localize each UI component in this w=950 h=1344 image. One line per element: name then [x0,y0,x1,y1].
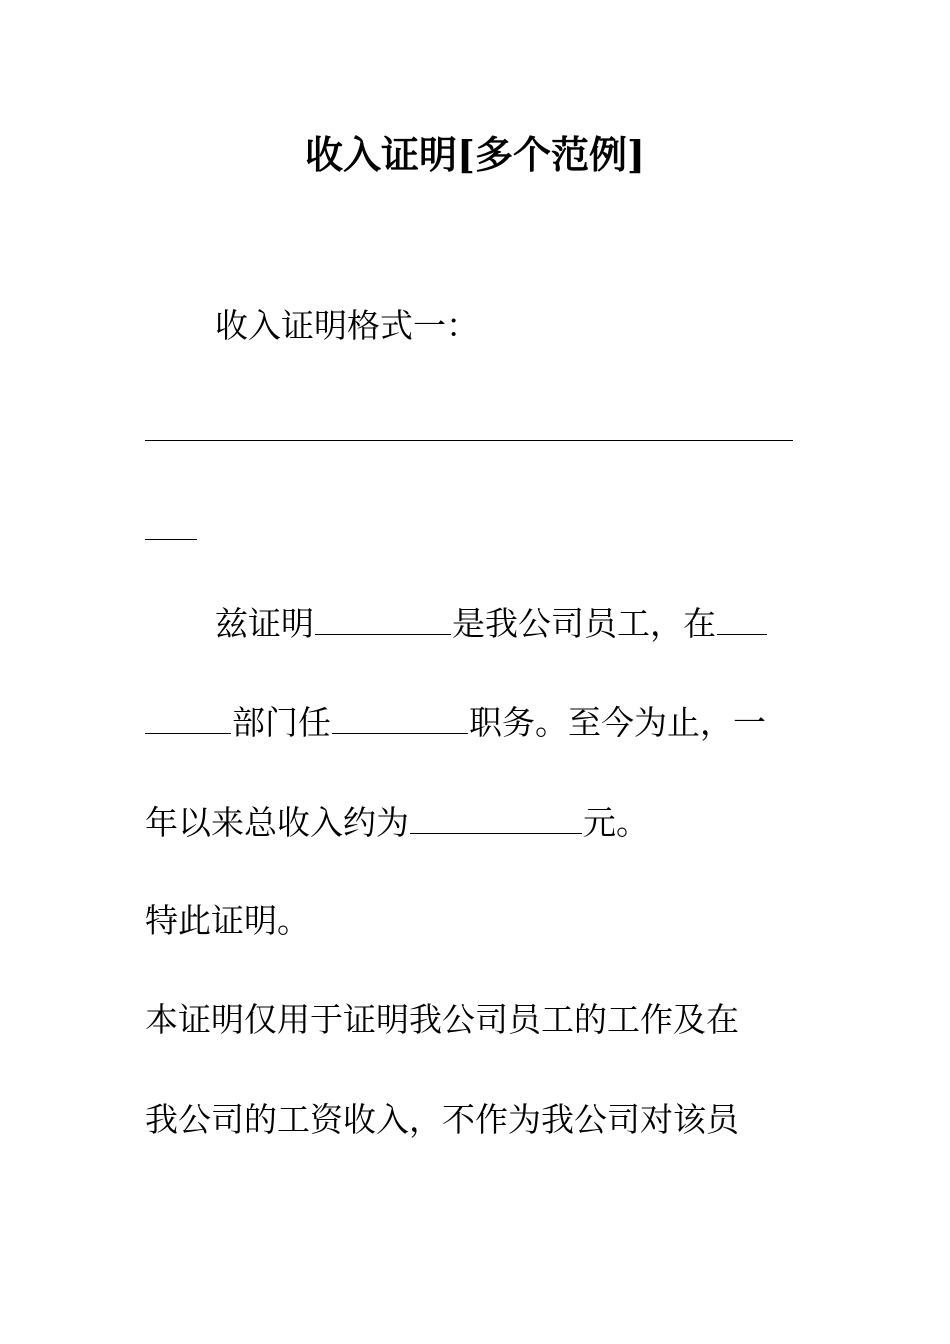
body-line-2-text-a: 部门任 [232,703,331,742]
body-line-2-text-b: 职务。至今为止，一 [469,703,766,742]
section-heading: 收入证明格式一： [215,306,479,345]
body-line-1-text-b: 是我公司员工，在 [452,604,716,643]
name-blank-line-short [145,539,197,540]
body-line-3-text-b: 元。 [583,803,649,842]
body-line-3-text-a: 年以来总收入约为 [145,803,409,842]
body-line-1 [215,603,795,643]
department-blank-end [145,702,231,734]
name-blank-line-long [145,440,793,441]
body-line-1-text-a: 兹证明 [215,604,314,643]
position-blank [332,702,468,734]
body-line-6: 我公司的工资收入，不作为我公司对该员 [145,1100,739,1139]
body-line-4: 特此证明。 [145,901,310,940]
employee-name-blank [315,603,451,635]
body-line-3 [145,802,795,842]
body-line-5: 本证明仅用于证明我公司员工的工作及在 [145,1000,739,1039]
department-blank-start [717,603,767,635]
body-line-2 [145,702,795,742]
income-blank [410,802,582,834]
document-title: 收入证明[多个范例] [305,132,645,177]
